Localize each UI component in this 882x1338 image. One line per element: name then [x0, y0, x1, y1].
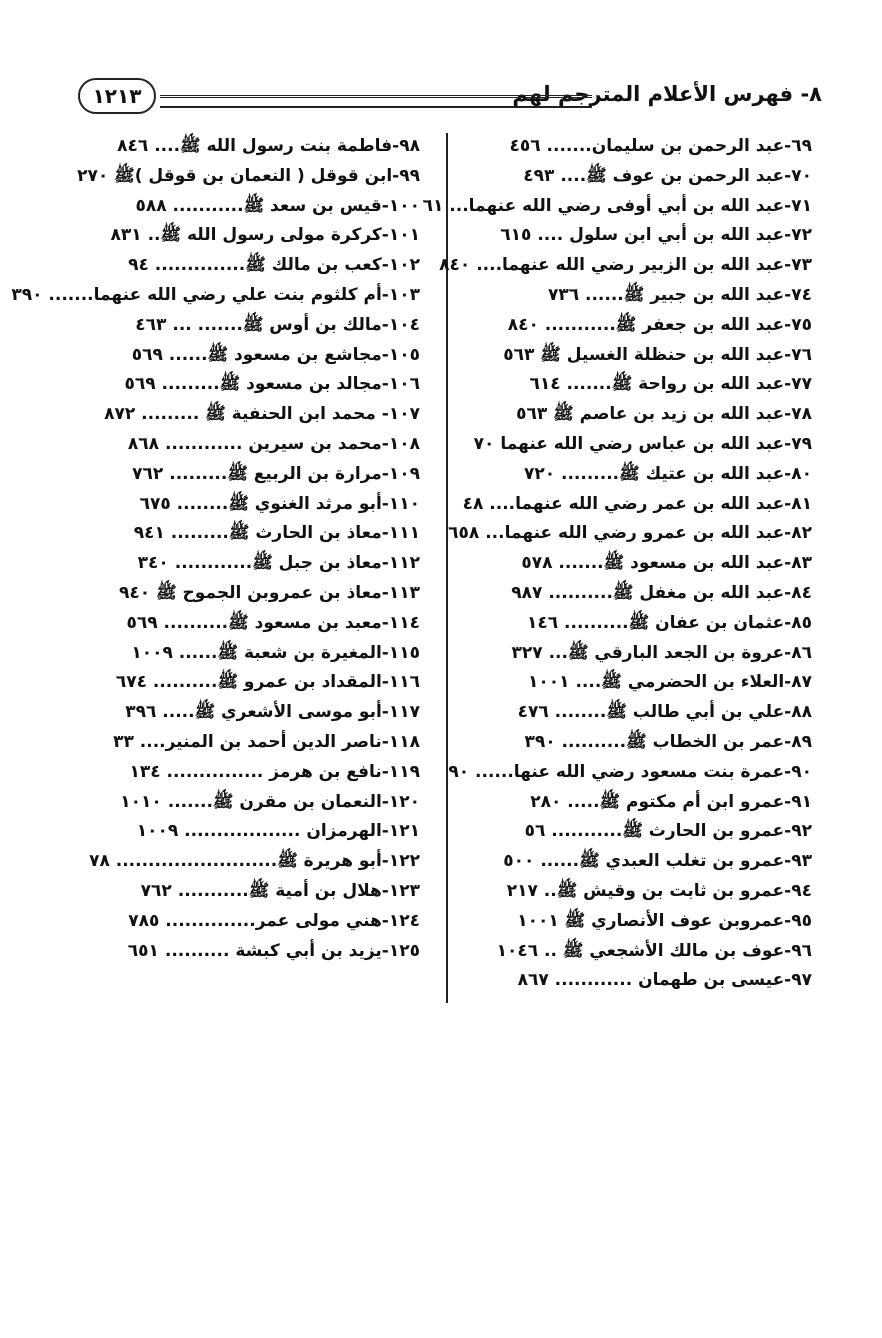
index-entry: ٧٣-عبد الله بن الزبير رضي الله عنهما.... ٨٤٠: [439, 255, 812, 276]
index-entry: ١٠٤-مالك بن أوس ﷺ....... ... ٤٦٣: [135, 314, 420, 335]
index-entry: ٧٧-عبد الله بن رواحة ﷺ....... ٦١٤: [529, 374, 812, 395]
index-entry: ١٢٠-النعمان بن مقرن ﷺ....... ١٠١٠: [120, 791, 420, 812]
index-entry: ١١١-معاذ بن الحارث ﷺ......... ٩٤١: [133, 523, 420, 544]
index-entry: ١٢٥-يزيد بن أبي كبشة .......... ٦٥١: [127, 940, 420, 961]
index-entry: ٧٨-عبد الله بن زيد بن عاصم ﷺ ٥٦٣: [516, 404, 812, 425]
index-entry: ١١٣-معاذ بن عمروبن الجموح ﷺ ٩٤٠: [119, 582, 420, 603]
index-entry: ١١٠-أبو مرثد الغنوي ﷺ........ ٦٧٥: [139, 493, 420, 514]
index-entry: ٩٥-عمروبن عوف الأنصاري ﷺ ١٠٠١: [517, 910, 812, 931]
index-entry: ٨٤-عبد الله بن مغفل ﷺ.......... ٩٨٧: [511, 582, 812, 603]
index-entry: ١١٧-أبو موسى الأشعري ﷺ..... ٣٩٦: [125, 702, 420, 723]
index-entry: ١١٤-معبد بن مسعود ﷺ.......... ٥٦٩: [126, 612, 420, 633]
index-entry: ٧٦-عبد الله بن حنظلة الغسيل ﷺ ٥٦٣: [503, 344, 812, 365]
index-entry: ٨٠-عبد الله بن عتيك ﷺ......... ٧٢٠: [523, 463, 812, 484]
index-entry: ١٠١-كركرة مولى رسول الله ﷺ.. ٨٣١: [110, 225, 420, 246]
index-entry: ٨٧-العلاء بن الحضرمي ﷺ.... ١٠٠١: [528, 672, 812, 693]
index-entry: ١٠٨-محمد بن سيرين ............ ٨٦٨: [127, 433, 420, 454]
index-entry: ٨١-عبد الله بن عمر رضي الله عنهما.... ٤٨: [462, 493, 812, 514]
index-entry: ١١٦-المقداد بن عمرو ﷺ.......... ٦٧٤: [115, 672, 420, 693]
index-entry: ٩٧-عيسى بن طهمان ............ ٨٦٧: [517, 970, 812, 991]
index-entry: ٩٩-ابن قوقل ( النعمان بن قوقل )ﷺ ٢٧٠: [77, 165, 420, 186]
section-title: ٨- فهرس الأعلام المترجم لهم: [512, 82, 822, 106]
index-entry: ١٠٣-أم كلثوم بنت علي رضي الله عنهما....... ٣٩٠: [11, 284, 420, 305]
index-entry: ١٢٤-هني مولى عمر.............. ٧٨٥: [128, 910, 420, 931]
index-entry: ٩٢-عمرو بن الحارث ﷺ........... ٥٦: [524, 821, 812, 842]
index-entry: ١٢٢-أبو هريرة ﷺ......................... ٧٨: [89, 851, 420, 872]
index-entry: ١١٢-معاذ بن جبل ﷺ............ ٣٤٠: [137, 553, 420, 574]
index-entry: ٩٤-عمرو بن ثابت بن وقيش ﷺ.. ٢١٧: [506, 880, 812, 901]
index-entry: ٨٩-عمر بن الخطاب ﷺ.......... ٣٩٠: [524, 731, 812, 752]
index-entry: ٧٤-عبد الله بن جبير ﷺ...... ٧٣٦: [547, 284, 812, 305]
index-entry: ١٠٩-مرارة بن الربيع ﷺ......... ٧٦٢: [132, 463, 420, 484]
page-header: [78, 76, 822, 120]
index-entry: ٧٥-عبد الله بن جعفر ﷺ........... ٨٤٠: [507, 314, 812, 335]
index-entry: ١١٥-المغيرة بن شعبة ﷺ...... ١٠٠٩: [131, 642, 420, 663]
index-entry: ٨٣-عبد الله بن مسعود ﷺ....... ٥٧٨: [521, 553, 812, 574]
index-entry: ٧٢-عبد الله بن أبي ابن سلول .... ٦١٥: [500, 225, 812, 246]
index-entry: ١٠٠-قيس بن سعد ﷺ........... ٥٨٨: [135, 195, 420, 216]
index-entry: ٩٠-عمرة بنت مسعود رضي الله عنها...... ٩٠: [448, 761, 812, 782]
index-entry: ٧٠-عبد الرحمن بن عوف ﷺ.... ٤٩٣: [523, 165, 812, 186]
index-entry: ٩٨-فاطمة بنت رسول الله ﷺ.... ٨٤٦: [117, 136, 420, 156]
index-entry: ٧١-عبد الله بن أبي أوفى رضي الله عنهما... ٦١: [422, 195, 812, 216]
index-entry: ٦٩-عبد الرحمن بن سليمان....... ٤٥٦: [509, 136, 812, 156]
index-entry: ٨٨-علي بن أبي طالب ﷺ........ ٤٧٦: [517, 702, 812, 723]
index-entry: ٨٢-عبد الله بن عمرو رضي الله عنهما... ٦٥٨: [448, 523, 812, 544]
index-entry: ٨٥-عثمان بن عفان ﷺ.......... ١٤٦: [526, 612, 812, 633]
index-entry: ١٠٧- محمد ابن الحنفية ﷺ ......... ٨٧٢: [104, 404, 420, 425]
index-entry: ١١٩-نافع بن هرمز ............... ١٣٤: [129, 761, 420, 782]
index-entry: ١٢١-الهرمزان .................. ١٠٠٩: [136, 821, 420, 842]
index-entry: ٩٣-عمرو بن تغلب العبدي ﷺ...... ٥٠٠: [503, 851, 812, 872]
index-entry: ٩١-عمرو ابن أم مكتوم ﷺ..... ٢٨٠: [530, 791, 812, 812]
index-column-right: [422, 132, 812, 996]
index-entry: ٨٦-عروة بن الجعد البارقي ﷺ... ٣٢٧: [511, 642, 812, 663]
index-entry: ٧٩-عبد الله بن عباس رضي الله عنهما ٧٠: [473, 433, 812, 454]
index-entry: ٩٦-عوف بن مالك الأشجعي ﷺ .. ١٠٤٦: [496, 940, 812, 961]
index-entry: ١٠٢-كعب بن مالك ﷺ.............. ٩٤: [128, 255, 420, 276]
index-entry: ١٠٦-مجالد بن مسعود ﷺ......... ٥٦٩: [124, 374, 420, 395]
index-entry: ١٠٥-مجاشع بن مسعود ﷺ...... ٥٦٩: [131, 344, 420, 365]
index-entry: ١١٨-ناصر الدين أحمد بن المنير.... ٣٣: [113, 731, 420, 752]
page-number: ١٢١٣: [78, 78, 156, 114]
header-rule: [160, 95, 592, 108]
index-column-left: [11, 132, 420, 966]
index-entry: ١٢٣-هلال بن أمية ﷺ........... ٧٦٢: [140, 880, 420, 901]
